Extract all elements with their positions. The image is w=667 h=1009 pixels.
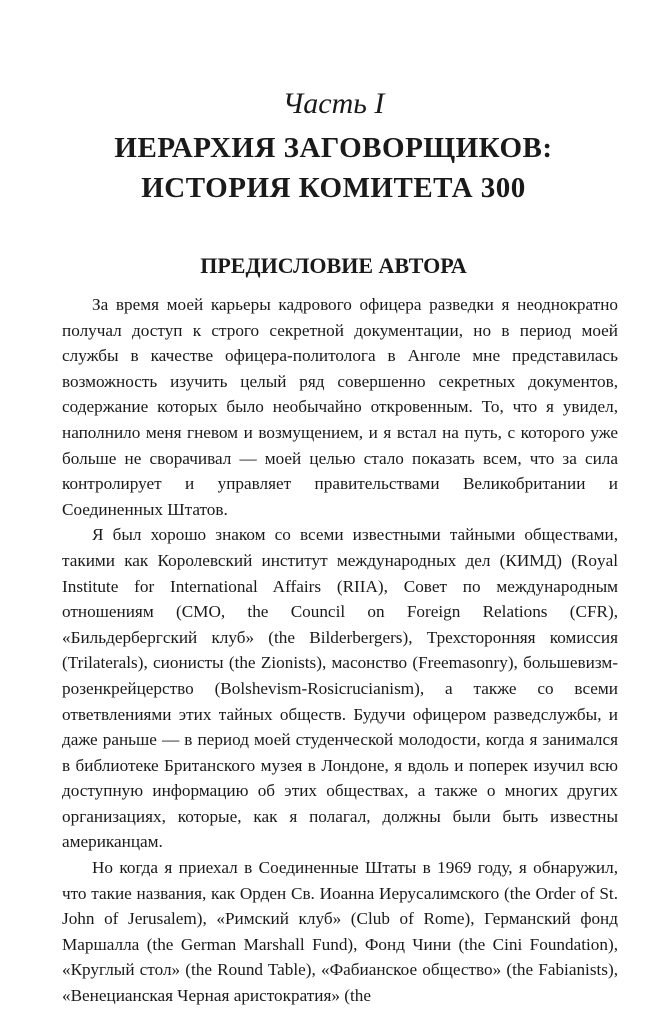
section-title: ПРЕДИСЛОВИЕ АВТОРА — [200, 253, 467, 278]
chapter-title — [0, 128, 667, 208]
chapter-title-line-2: ИСТОРИЯ КОМИТЕТА 300 — [141, 172, 526, 204]
paragraph-2: Я был хорошо знаком со всеми известными тайными обществами, такими как Королевский институт международных дел (КИМД) (Royal Institute for International Affairs (RIIA), Совет по международным отношениям (СМО, the Council on Foreign Relations (CFR), «Бильдербергский клуб» (the Bilderbergers), Трехсторонняя комиссия (Trilaterals), сионисты (the Zionists), масонство (Freemasonry), большевизм-розенкрейцерство (Bolshevism-Rosicrucianism), а также со всеми ответвлениями этих тайных обществ. Будучи офицером разведслужбы, и даже раньше — в период моей студенческой молодости, когда я занимался в библиотеке Британского музея в Лондоне, я вдоль и поперек изучил всю доступную информацию об этих обществах, а также о многих других организациях, которые, как я полагал, должны были быть известны американцам. — [62, 525, 618, 852]
chapter-title-line-1: ИЕРАРХИЯ ЗАГОВОРЩИКОВ: — [114, 132, 553, 164]
body-text — [62, 292, 618, 1009]
paragraph-3: Но когда я приехал в Соединенные Штаты в 1969 году, я обнаружил, что такие названия, как Орден Св. Иоанна Иерусалимского (the Order of St. John of Jerusalem), «Римский клуб» (Club of Rome), Германский фонд Маршалла (the German Marshall Fund), Фонд Чини (the Cini Foundation), «Круглый стол» (the Round Table), «Фабианское общество» (the Fabianists), «Венецианская Черная аристократия» (the — [62, 858, 618, 1006]
part-label: Часть I — [282, 87, 385, 120]
paragraph-1: За время моей карьеры кадрового офицера разведки я неоднократно получал доступ к строго секретной документации, но в период моей службы в качестве офицера-политолога в Анголе мне представилась возможность изучить целый ряд совершенно секретных документов, содержание которых было необычайно откровенным. То, что я увидел, наполнило меня гневом и возмущением, и я встал на путь, с которого уже больше не сворачивал — моей целью стало показать всем, что за сила контролирует и управляет правительствами Великобритании и Соединенных Штатов. — [62, 295, 618, 519]
